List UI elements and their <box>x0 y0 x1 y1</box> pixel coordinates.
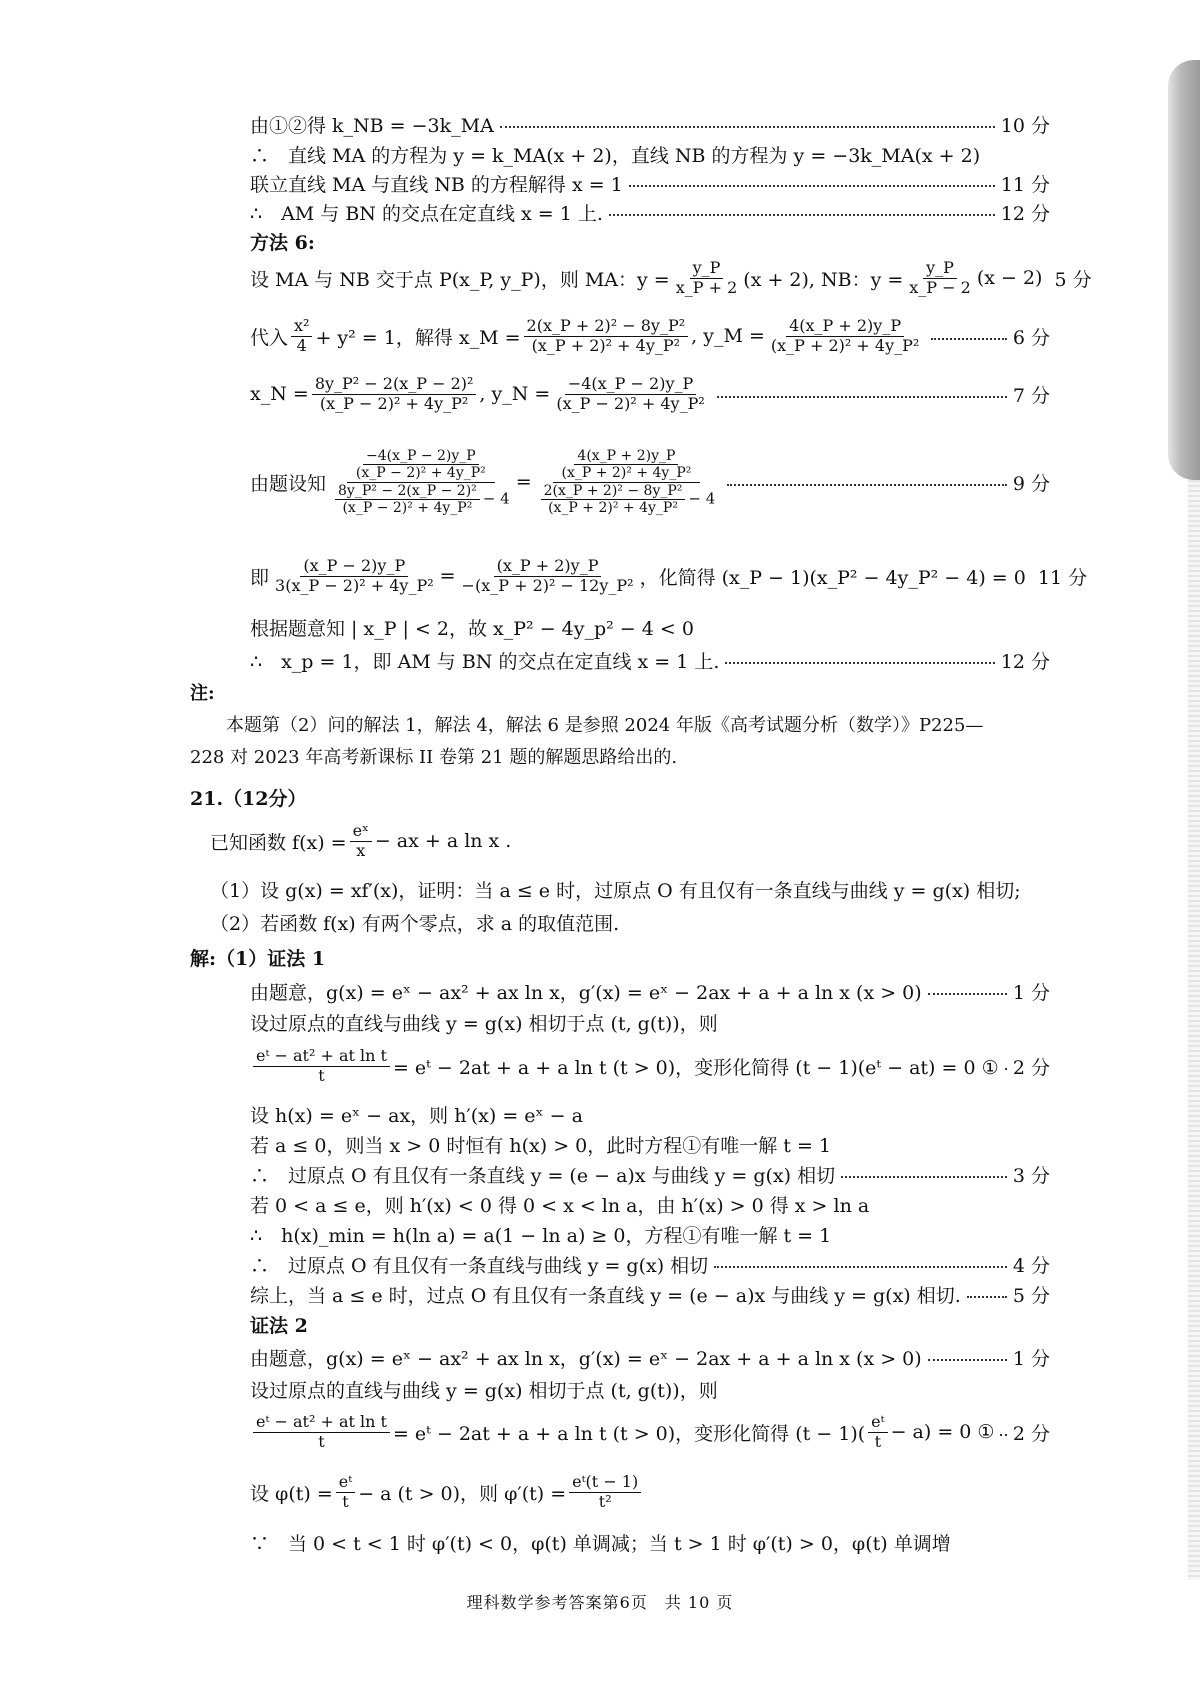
denominator: x <box>356 840 366 860</box>
line-text: ∴ 过原点 O 有且仅有一条直线与曲线 y = g(x) 相切 <box>250 1254 709 1277</box>
proof1-line-10 <box>250 1277 1050 1311</box>
denominator: x_P + 2 <box>675 277 738 297</box>
score: 1 分 <box>1012 981 1050 1004</box>
note-label: 注: <box>190 683 215 704</box>
fraction <box>868 1413 887 1451</box>
line-text: , y_N = <box>479 383 551 405</box>
page-footer: 理科数学参考答案第6页 共 10 页 <box>466 1593 734 1612</box>
fraction <box>768 317 922 355</box>
proof1-line-1 <box>250 974 1050 1008</box>
fraction <box>312 375 477 413</box>
line-text: 综上，当 a ≤ e 时，过点 O 有且仅有一条直线 y = (e − a)x 与曲线 y = g(x) 相切. <box>250 1284 961 1307</box>
numerator: 8y_P² − 2(x_P − 2)² <box>312 375 477 394</box>
leader-dots <box>1005 1068 1007 1070</box>
denominator: t <box>318 1065 325 1085</box>
numerator: y_P <box>923 259 957 278</box>
score: 6 分 <box>1012 326 1050 349</box>
numerator <box>553 448 701 482</box>
score: 10 分 <box>1000 114 1050 137</box>
denominator: t <box>342 1491 349 1511</box>
leader-dots <box>727 484 1007 486</box>
score: 5 分 <box>1012 1284 1050 1307</box>
numerator: 2(x_P + 2)² − 8y_P² <box>524 317 689 336</box>
fraction <box>272 557 437 595</box>
line-text: + y² = 1，解得 x_M = <box>315 326 521 349</box>
denominator: −(x_P + 2)² − 12y_P² <box>461 575 634 595</box>
line-text: ∴ AM 与 BN 的交点在定直线 x = 1 上. <box>250 202 603 225</box>
line-text: 设 φ(t) = <box>250 1482 333 1505</box>
equals-sign: = <box>439 565 456 587</box>
denominator: (x_P − 2)² + 4y_P² <box>355 465 486 482</box>
line-text: 即 <box>250 566 270 589</box>
line-text: 联立直线 MA 与直线 NB 的方程解得 x = 1 <box>250 173 623 196</box>
proof1-line-9 <box>250 1247 1050 1281</box>
fraction <box>336 1473 355 1511</box>
line-text: 由①②得 k_NB = −3k_MA <box>250 114 494 137</box>
fraction <box>335 483 480 516</box>
numerator: eᵗ − at² + at ln t <box>253 1047 390 1066</box>
line-text: − a) = 0 ① <box>890 1421 995 1443</box>
question-21-part1 <box>210 872 1050 906</box>
line-text: 根据题意知 | x_P | < 2，故 x_P² − 4y_p² − 4 < 0 <box>250 617 694 640</box>
numerator: x² <box>291 317 312 336</box>
proof2-line-2 <box>250 1372 1050 1406</box>
leader-dots <box>931 338 1007 340</box>
leader-dots <box>500 126 995 128</box>
line-text: （2）若函数 f(x) 有两个零点，求 a 的取值范围. <box>210 912 620 935</box>
line-text: − a (t > 0)，则 φ′(t) = <box>358 1482 567 1505</box>
numerator: eᵗ(t − 1) <box>569 1473 641 1492</box>
denominator <box>535 483 719 516</box>
line-text: （1）设 g(x) = xf′(x)，证明：当 a ≤ e 时，过原点 O 有且仅有一条直线与曲线 y = g(x) 相切; <box>210 879 1021 902</box>
numerator: y_P <box>690 259 724 278</box>
proof2-line-5 <box>250 1525 1050 1559</box>
denominator: (x_P + 2)² + 4y_P² <box>548 499 678 516</box>
denominator: (x_P − 2)² + 4y_P² <box>342 499 473 516</box>
fraction <box>559 448 695 481</box>
line-text: 由题意，g(x) = eˣ − ax² + ax ln x，g′(x) = eˣ − 2ax + a + a ln x (x > 0) <box>250 1347 922 1370</box>
line-text: 代入 <box>250 326 289 349</box>
question-title: 21.（12分） <box>190 787 307 810</box>
numerator: 8y_P² − 2(x_P − 2)² <box>335 483 480 500</box>
line-text: = eᵗ − 2at + a + a ln t (t > 0)，变形化简得 (t − 1)(eᵗ − at) = 0 ① <box>392 1056 999 1079</box>
numerator: eᵗ − at² + at ln t <box>253 1413 390 1432</box>
minus-four: − 4 <box>482 489 510 508</box>
leader-dots <box>717 396 1007 398</box>
note-text: 本题第（2）问的解法 1，解法 4，解法 6 是参照 2024 年版《高考试题分析（数学）》P225— <box>226 715 984 736</box>
line-text: 若 0 < a ≤ e，则 h′(x) < 0 得 0 < x < ln a，由 h′(x) > 0 得 x > ln a <box>250 1194 870 1217</box>
score: 4 分 <box>1012 1254 1050 1277</box>
question-21-given <box>210 816 1050 866</box>
numerator: eᵗ <box>336 1473 355 1492</box>
line-ma-nb <box>250 255 1092 301</box>
score: 5 分 <box>1054 268 1092 291</box>
line-text: ∴ 过原点 O 有且仅有一条直线 y = (e − a)x 与曲线 y = g(x) 相切 <box>250 1164 836 1187</box>
denominator: t² <box>598 1491 612 1511</box>
compound-fraction-right <box>535 448 719 515</box>
question-21-part2 <box>210 905 1050 939</box>
line-conclusion-2 <box>250 643 1050 677</box>
line-text: 设过原点的直线与曲线 y = g(x) 相切于点 (t, g(t))，则 <box>250 1012 718 1035</box>
line-text: − ax + a ln x . <box>374 830 512 852</box>
denominator: (x_P + 2)² + 4y_P² <box>531 335 681 355</box>
proof2-line-1 <box>250 1340 1050 1374</box>
score: 9 分 <box>1012 472 1050 495</box>
method-label: 方法 6: <box>250 231 315 254</box>
numerator: (x_P + 2)y_P <box>494 557 602 576</box>
numerator: (x_P − 2)y_P <box>300 557 408 576</box>
note-text: 228 对 2023 年高考新课标 II 卷第 21 题的解题思路给出的. <box>190 747 678 768</box>
fraction <box>673 259 741 297</box>
proof-label: 证法 2 <box>250 1314 308 1337</box>
solution-label: 解:（1）证法 1 <box>190 947 326 970</box>
denominator: 4 <box>296 335 307 355</box>
fraction <box>569 1473 641 1511</box>
minus-four: − 4 <box>688 489 716 508</box>
score: 2 分 <box>1012 1422 1050 1445</box>
line-text: , y_M = <box>691 325 765 347</box>
leader-dots <box>928 1359 1007 1361</box>
denominator: 3(x_P − 2)² + 4y_P² <box>275 575 434 595</box>
proof1-line-4 <box>250 1097 1050 1131</box>
line-text: 设 MA 与 NB 交于点 P(x_P, y_P)，则 MA：y = <box>250 268 670 291</box>
denominator: (x_P − 2)² + 4y_P² <box>556 393 705 413</box>
scan-edge-shadow <box>1168 60 1200 480</box>
fraction <box>524 317 689 355</box>
fraction <box>906 259 974 297</box>
leader-dots <box>967 1296 1007 1298</box>
score: 12 分 <box>1000 202 1050 225</box>
line-slope-equation <box>250 432 1050 532</box>
line-xn-yn <box>250 368 1050 420</box>
solution-heading <box>190 940 1104 974</box>
fraction <box>253 1413 390 1451</box>
note-block <box>190 678 1104 774</box>
denominator: x_P − 2 <box>909 277 971 297</box>
leader-dots <box>1000 1434 1006 1436</box>
leader-dots <box>928 993 1007 995</box>
equals-sign: = <box>515 471 532 493</box>
numerator: eᵗ <box>868 1413 887 1432</box>
line-text: ∵ 当 0 < t < 1 时 φ′(t) < 0，φ(t) 单调减；当 t > 1 时 φ′(t) > 0，φ(t) 单调增 <box>250 1532 951 1555</box>
fraction <box>350 822 372 860</box>
denominator: t <box>318 1431 325 1451</box>
scan-edge-strip <box>1188 480 1200 1580</box>
numerator: 4(x_P + 2)y_P <box>574 448 678 465</box>
score: 11 分 <box>1000 173 1050 196</box>
proof1-line-8 <box>250 1217 1050 1251</box>
proof1-line-5 <box>250 1127 1050 1161</box>
line-simplify <box>250 550 1088 602</box>
fraction <box>253 1047 390 1085</box>
numerator: eˣ <box>350 822 372 841</box>
method-6-heading <box>250 224 1050 258</box>
line-text: (x + 2), NB：y = <box>743 268 904 291</box>
score: 11 分 <box>1037 566 1088 589</box>
proof1-line-2 <box>250 1005 1050 1039</box>
fraction <box>553 375 707 413</box>
line-xm-ym <box>250 310 1050 362</box>
line-text: = eᵗ − 2at + a + a ln t (t > 0)，变形化简得 (t − 1)( <box>392 1422 866 1445</box>
leader-dots <box>725 662 994 664</box>
compound-fraction-left <box>329 448 513 515</box>
numerator: 2(x_P + 2)² − 8y_P² <box>541 483 686 500</box>
score: 2 分 <box>1012 1056 1050 1079</box>
leader-dots <box>714 1266 1007 1268</box>
line-text: (x − 2) <box>976 267 1043 289</box>
line-text: 已知函数 f(x) = <box>210 831 347 854</box>
line-xp-range <box>250 610 1050 644</box>
line-text: 若 a ≤ 0，则当 x > 0 时恒有 h(x) > 0，此时方程①有唯一解 t = 1 <box>250 1134 832 1157</box>
leader-dots <box>609 214 995 216</box>
numerator: 4(x_P + 2)y_P <box>786 317 904 336</box>
line-text: ，化简得 (x_P − 1)(x_P² − 4y_P² − 4) = 0 <box>639 566 1026 589</box>
score: 7 分 <box>1012 384 1050 407</box>
line-text: ∴ h(x)_min = h(ln a) = a(1 − ln a) ≥ 0，方程①有唯一解 t = 1 <box>250 1224 832 1247</box>
leader-dots <box>629 185 995 187</box>
line-text: 由题设知 <box>250 472 327 495</box>
score: 12 分 <box>1000 650 1050 673</box>
line-knb <box>250 107 1050 141</box>
fraction <box>291 317 312 355</box>
numerator <box>347 448 495 482</box>
proof1-line-7 <box>250 1187 1050 1221</box>
question-21-title <box>190 780 1104 814</box>
fraction <box>459 557 637 595</box>
line-text: ∴ 直线 MA 的方程为 y = k_MA(x + 2)，直线 NB 的方程为 y = −3k_MA(x + 2) <box>250 144 981 167</box>
line-text: x_N = <box>250 383 309 405</box>
denominator: t <box>874 1431 882 1451</box>
line-text: 由题意，g(x) = eˣ − ax² + ax ln x，g′(x) = eˣ − 2ax + a + a ln x (x > 0) <box>250 981 922 1004</box>
score: 1 分 <box>1012 1347 1050 1370</box>
proof1-line-3 <box>250 1040 1050 1092</box>
leader-dots <box>841 1176 1007 1178</box>
line-text: 设 h(x) = eˣ − ax，则 h′(x) = eˣ − a <box>250 1104 583 1127</box>
fraction <box>541 483 686 516</box>
proof1-line-6 <box>250 1157 1050 1191</box>
denominator: (x_P + 2)² + 4y_P² <box>561 465 692 482</box>
proof2-heading <box>250 1307 1050 1341</box>
numerator: −4(x_P − 2)y_P <box>363 448 479 465</box>
score: 3 分 <box>1012 1164 1050 1187</box>
proof2-line-3 <box>250 1406 1050 1458</box>
denominator: (x_P + 2)² + 4y_P² <box>770 335 920 355</box>
denominator <box>329 483 513 516</box>
fraction <box>353 448 489 481</box>
line-text: ∴ x_p = 1，即 AM 与 BN 的交点在定直线 x = 1 上. <box>250 650 720 673</box>
line-text: 设过原点的直线与曲线 y = g(x) 相切于点 (t, g(t))，则 <box>250 1379 718 1402</box>
denominator: (x_P − 2)² + 4y_P² <box>319 393 469 413</box>
numerator: −4(x_P − 2)y_P <box>565 375 696 394</box>
proof2-line-4 <box>250 1466 1050 1518</box>
